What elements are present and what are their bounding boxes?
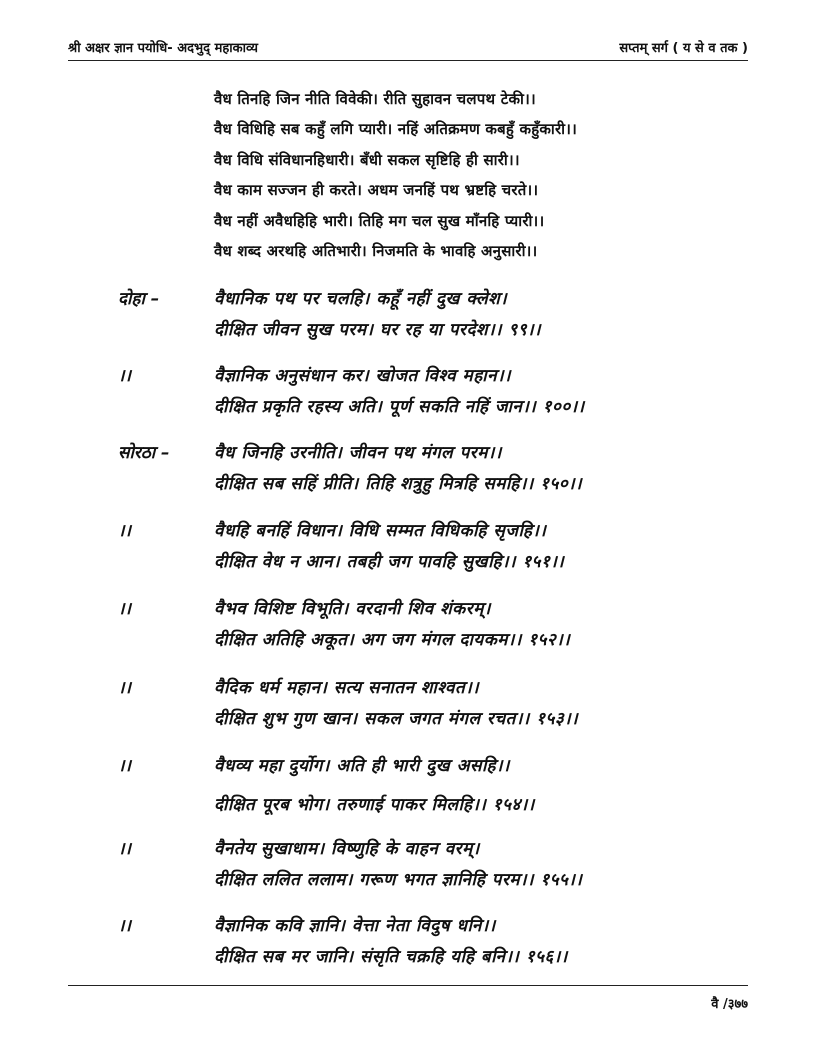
verse-line: दीक्षित सब मर जानि। संसृति चक्रहि यहि बनि।। १५६।। (214, 947, 568, 967)
verse-line: वैनतेय सुखाधाम। विष्णुहि के वाहन वरम्। (214, 839, 480, 859)
page-number: वै /३७७ (711, 997, 748, 1012)
verse-sortha-153 (118, 673, 738, 735)
verse-label: ।। (118, 599, 131, 619)
verse-sortha-156 (118, 911, 738, 973)
verse-sortha-154 (118, 751, 738, 813)
verse-line: वैधव्य महा दुर्योग। अति ही भारी दुख असहि।। (214, 756, 510, 776)
verse-line: दीक्षित जीवन सुख परम। घर रह या परदेश।। ९९।। (214, 320, 541, 340)
page-header (68, 26, 748, 56)
verse-line: दीक्षित शुभ गुण खान। सकल जगत मंगल रचत।। १५३।। (214, 709, 579, 729)
verse-line: वैधानिक पथ पर चलहि। कहूँ नहीं दुख क्लेश। (214, 289, 508, 309)
chaupai-line: वैध नहीं अवैधहिहि भारी। तिहि मग चल सुख माँनहि प्यारी।। (214, 211, 545, 230)
verse-line: दीक्षित वेध न आन। तबही जग पावहि सुखहि।। १५१।। (214, 552, 565, 572)
verse-sortha-155 (118, 834, 738, 896)
verse-line: वैध जिनहि उरनीति। जीवन पथ मंगल परम।। (214, 443, 502, 463)
verse-line: वैधहि बनहिं विधान। विधि सम्मत विधिकहि सृजहि।। (214, 521, 547, 541)
verse-label: सोरठा – (118, 443, 170, 463)
chaupai-line: वैध विधिहि सब कहुँ लगि प्यारी। नहिं अतिक्रमण कबहुँ कहुँकारी।। (214, 120, 577, 139)
verse-sortha-150 (118, 438, 738, 500)
verse-label: ।। (118, 756, 131, 776)
verse-label: ।। (118, 521, 131, 541)
chaupai-line: वैध शब्द अरथहि अतिभारी। निजमति के भावहि अनुसारी।। (214, 241, 538, 260)
verse-line: वैज्ञानिक कवि ज्ञानि। वेत्ता नेता विदुष धनि।। (214, 916, 496, 936)
chaupai-line: वैध काम सज्जन ही करते। अधम जनहिं पथ भ्रष्टहि चरते।। (214, 181, 539, 200)
chapter-title: सप्तम् सर्ग ( य से व तक ) (619, 41, 748, 56)
verse-label: ।। (118, 916, 131, 936)
verse-sortha-151 (118, 516, 738, 578)
verse-label: दोहा – (118, 289, 160, 309)
verse-label: ।। (118, 366, 131, 386)
verse-line: दीक्षित अतिहि अकूत। अग जग मंगल दायकम।। १५२।। (214, 630, 571, 650)
verse-line: दीक्षित ललित ललाम। गरूण भगत ज्ञानिहि परम।। १५५।। (214, 870, 583, 890)
verse-line: वैदिक धर्म महान। सत्य सनातन शाश्वत।। (214, 678, 480, 698)
chaupai-block (214, 84, 684, 266)
chaupai-line: वैध तिनहि जिन नीति विवेकी। रीति सुहावन चलपथ टेकी।। (214, 90, 536, 108)
verse-line: वैभव विशिष्ट विभूति। वरदानी शिव शंकरम्। (214, 599, 491, 619)
footer-divider (68, 985, 748, 986)
header-divider (68, 60, 748, 61)
verse-doha-99 (118, 284, 738, 346)
verse-sortha-152 (118, 594, 738, 656)
verse-doha-100 (118, 361, 738, 423)
verse-line: दीक्षित प्रकृति रहस्य अति। पूर्ण सकति नहिं जान।। १००।। (214, 397, 585, 417)
chaupai-line: वैध विधि संविधानहिधारी। बँधी सकल सृष्टिहि ही सारी।। (214, 150, 520, 169)
verse-line: दीक्षित सब सहिं प्रीति। तिहि शत्रुहु मित्रहि समहि।। १५०।। (214, 474, 583, 494)
verse-line: दीक्षित पूरब भोग। तरुणाई पाकर मिलहि।। १५४।। (214, 795, 535, 815)
verse-label: ।। (118, 678, 131, 698)
book-title: श्री अक्षर ज्ञान पयोधि- अदभुद् महाकाव्य (68, 41, 258, 56)
verse-line: वैज्ञानिक अनुसंधान कर। खोजत विश्व महान।। (214, 366, 511, 386)
verse-label: ।। (118, 839, 131, 859)
